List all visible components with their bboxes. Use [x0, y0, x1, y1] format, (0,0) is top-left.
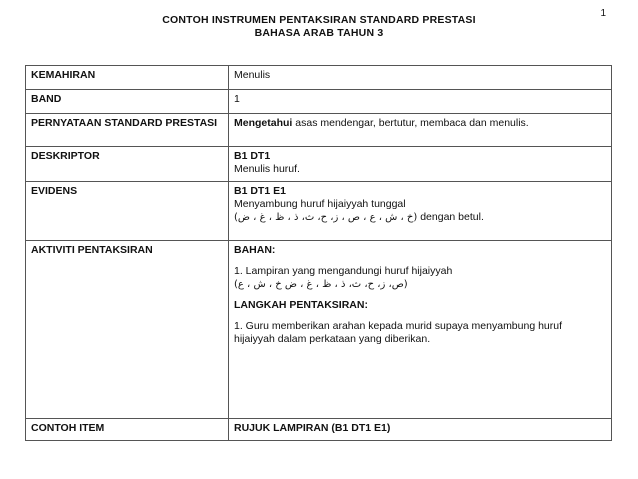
value-band: 1	[229, 90, 612, 114]
evidens-suffix: dengan betul.	[417, 211, 484, 223]
langkah-item: 1. Guru memberikan arahan kepada murid supaya menyambung huruf hijaiyyah dalam perkataan yang diberikan.	[234, 320, 563, 345]
row-pernyataan	[26, 114, 612, 147]
label-deskriptor: DESKRIPTOR	[26, 147, 229, 182]
label-pernyataan: PERNYATAAN STANDARD PRESTASI	[26, 114, 229, 147]
value-aktiviti	[229, 241, 612, 419]
evidens-arabic-letters: (خ ، ش ، ع ، ص ، ز، ح، ث، ذ ، ظ ، غ ، ض)	[234, 212, 418, 223]
evidens-letters-line	[234, 211, 606, 224]
title-line-2: BAHASA ARAB TAHUN 3	[254, 27, 384, 39]
value-deskriptor	[229, 147, 612, 182]
evidens-code: B1 DT1 E1	[234, 185, 286, 197]
row-contoh	[26, 419, 612, 441]
assessment-table	[25, 65, 612, 441]
row-band	[26, 90, 612, 114]
deskriptor-text: Menulis huruf.	[234, 163, 300, 175]
row-evidens	[26, 182, 612, 241]
row-aktiviti	[26, 241, 612, 419]
value-evidens	[229, 182, 612, 241]
title-line-1: CONTOH INSTRUMEN PENTAKSIRAN STANDARD PRESTASI	[162, 14, 476, 26]
bahan-item: 1. Lampiran yang mengandungi huruf hijaiyyah	[234, 265, 453, 277]
langkah-heading: LANGKAH PENTAKSIRAN:	[234, 299, 368, 311]
value-kemahiran: Menulis	[229, 66, 612, 90]
row-kemahiran	[26, 66, 612, 90]
deskriptor-code: B1 DT1	[234, 150, 271, 162]
label-kemahiran: KEMAHIRAN	[26, 66, 229, 90]
bahan-arabic-letters: (ص، ز، ح، ث، ذ ، ظ ، غ ، ض خ ، ش ، ع)	[234, 279, 408, 290]
document-title	[0, 14, 638, 40]
label-contoh: CONTOH ITEM	[26, 419, 229, 441]
value-contoh: RUJUK LAMPIRAN (B1 DT1 E1)	[229, 419, 612, 441]
bahan-heading: BAHAN:	[234, 244, 276, 256]
label-evidens: EVIDENS	[26, 182, 229, 241]
label-band: BAND	[26, 90, 229, 114]
pernyataan-text: asas mendengar, bertutur, membaca dan menulis.	[292, 117, 529, 129]
evidens-text: Menyambung huruf hijaiyyah tunggal	[234, 198, 406, 210]
value-pernyataan	[229, 114, 612, 147]
row-deskriptor	[26, 147, 612, 182]
page-number: 1	[600, 8, 606, 19]
pernyataan-keyword: Mengetahui	[234, 117, 293, 129]
label-aktiviti: AKTIVITI PENTAKSIRAN	[26, 241, 229, 419]
